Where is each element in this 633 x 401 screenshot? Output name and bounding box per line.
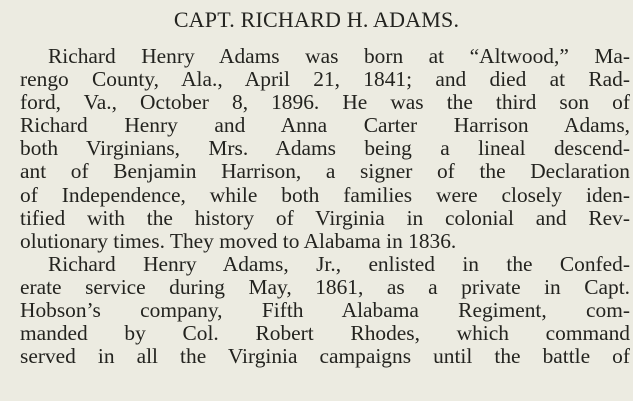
text-line-11: erate service during May, 1861, as a private in Capt.	[20, 274, 630, 299]
text-line-4: Richard Henry and Anna Carter Harrison Adams,	[20, 113, 630, 138]
text-line-14: served in all the Virginia campaigns until the battle of	[20, 344, 630, 369]
text-line-9: olutionary times. They moved to Alabama in 1836.	[20, 228, 457, 253]
text-line-12: Hobson’s company, Fifth Alabama Regiment, com-	[20, 298, 630, 323]
text-line-3: ford, Va., October 8, 1896. He was the third son of	[20, 90, 630, 115]
text-line-1: Richard Henry Adams was born at “Altwood,” Ma-	[48, 44, 630, 68]
text-line-8: tified with the history of Virginia in colonial and Rev-	[20, 205, 630, 230]
text-line-13: manded by Col. Robert Rhodes, which command	[20, 321, 630, 346]
article-title: CAPT. RICHARD H. ADAMS.	[173, 7, 460, 32]
article-body	[0, 45, 633, 368]
text-line-10: Richard Henry Adams, Jr., enlisted in the Confed-	[48, 251, 630, 276]
text-line-2: rengo County, Ala., April 21, 1841; and died at Rad-	[20, 67, 630, 92]
text-line-6: ant of Benjamin Harrison, a signer of the Declaration	[20, 159, 630, 184]
text-line-7: of Independence, while both families were closely iden-	[20, 182, 630, 207]
text-line-5: both Virginians, Mrs. Adams being a lineal descend-	[20, 136, 630, 161]
